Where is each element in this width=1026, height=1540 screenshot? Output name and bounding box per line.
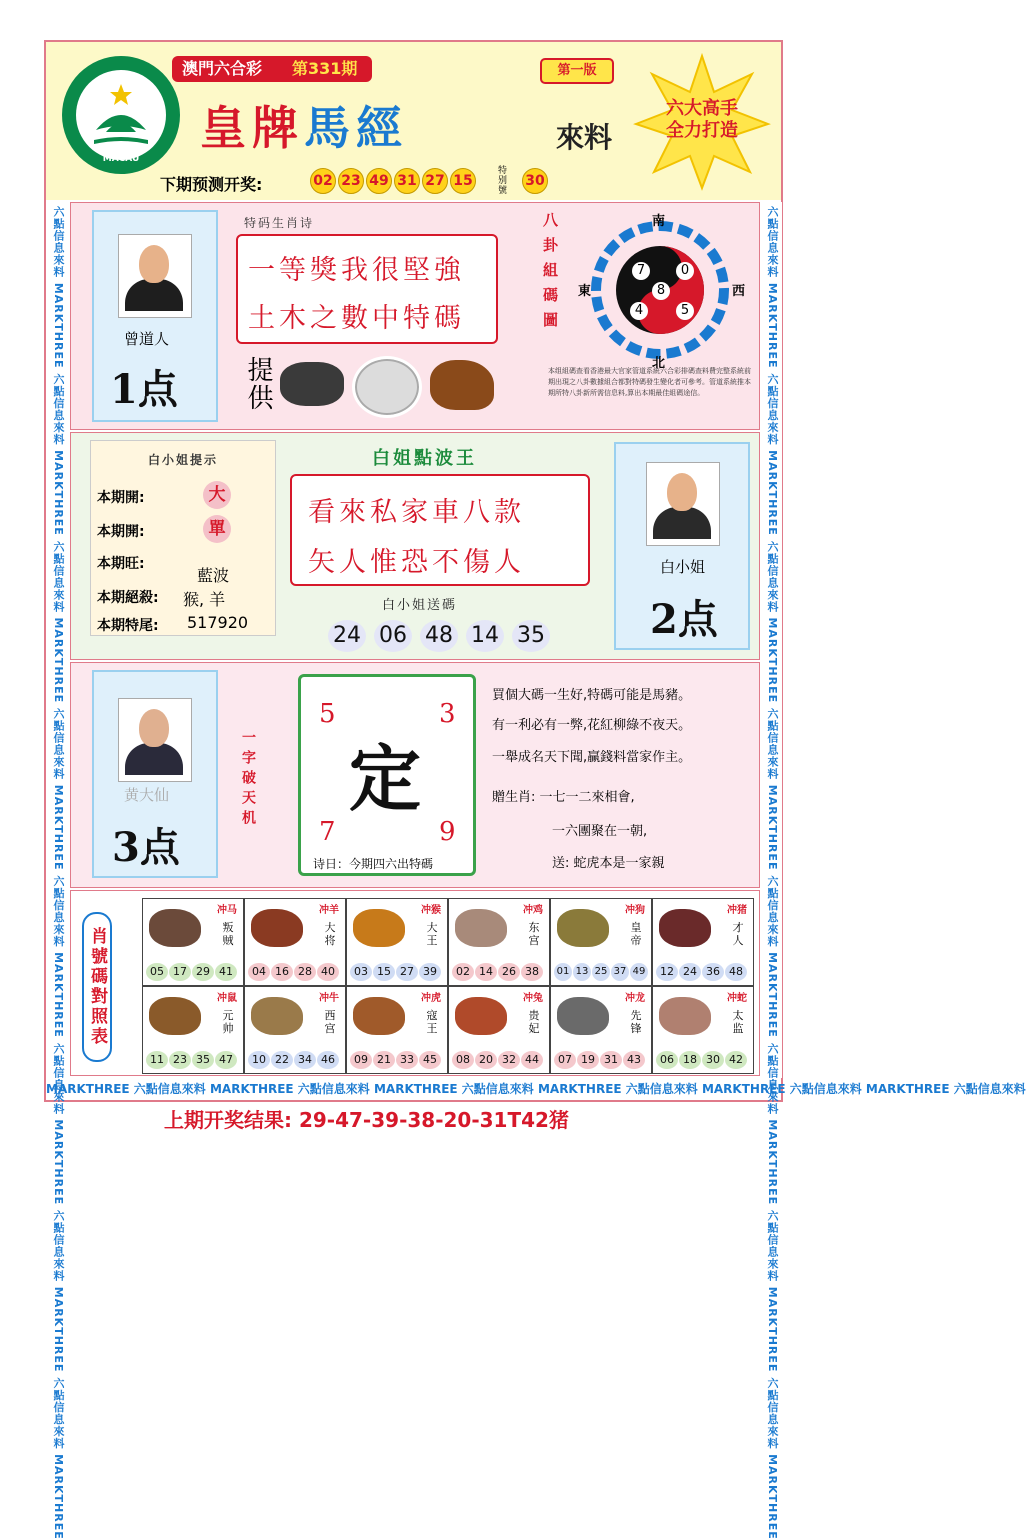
zodiac-cell <box>346 986 448 1074</box>
zodiac-number: 20 <box>475 1051 497 1069</box>
predict-ball-0: 02 <box>310 168 336 194</box>
zodiac-number: 43 <box>623 1051 645 1069</box>
tip-value-4: 517920 <box>187 613 249 632</box>
zodiac-number: 03 <box>350 963 372 981</box>
zodiac-name: 元帅 <box>222 1009 234 1035</box>
zodiac-number: 32 <box>498 1051 520 1069</box>
zodiac-number: 17 <box>169 963 191 981</box>
zodiac-name: 寇王 <box>426 1009 438 1035</box>
zodiac-number: 04 <box>248 963 270 981</box>
zodiac-animal-icon <box>557 909 609 947</box>
ding-box <box>298 674 476 876</box>
issue-tag <box>172 56 372 82</box>
macau-emblem-icon <box>62 56 180 174</box>
zodiac-animal-icon <box>659 997 711 1035</box>
zodiac-number: 07 <box>554 1051 576 1069</box>
slogan-starburst <box>632 52 772 192</box>
zodiac-cell <box>448 986 550 1074</box>
last-result <box>164 1104 569 1133</box>
portrait-frame-2 <box>614 442 750 650</box>
riddle: 诗日：今期四六出特碼 <box>313 857 434 871</box>
zodiac-cell <box>448 898 550 986</box>
portrait-frame-1 <box>92 210 218 422</box>
zodiac-number: 06 <box>656 1051 678 1069</box>
verse-3: 贈生肖: 一七一二來相會, <box>492 790 635 805</box>
corner-num-3: 9 <box>439 817 456 847</box>
zodiac-number: 13 <box>573 963 591 981</box>
tip-badge-1: 單 <box>203 515 231 543</box>
ox-icon <box>280 362 344 406</box>
zodiac-cell <box>244 898 346 986</box>
predict-ball-5: 15 <box>450 168 476 194</box>
zodiac-number: 38 <box>521 963 543 981</box>
avatar-3 <box>118 698 192 782</box>
zodiac-number: 31 <box>600 1051 622 1069</box>
zodiac-number: 02 <box>452 963 474 981</box>
panel2-poem-line2: 矢人惟恐不傷人 <box>308 547 525 578</box>
zodiac-name: 贵妃 <box>528 1009 540 1035</box>
zodiac-number: 15 <box>373 963 395 981</box>
zodiac-number: 22 <box>271 1051 293 1069</box>
corner-num-2: 7 <box>319 817 336 847</box>
zodiac-clash: 冲马 <box>217 905 237 916</box>
zodiac-clash: 冲蛇 <box>727 993 747 1004</box>
zodiac-animal-icon <box>251 909 303 947</box>
horse-icon <box>430 360 494 410</box>
verse-0: 買個大碼一生好,特碼可能是馬豬。 <box>492 688 692 703</box>
zodiac-number: 21 <box>373 1051 395 1069</box>
avatar-1 <box>118 234 192 318</box>
zodiac-name: 西宫 <box>324 1009 336 1035</box>
points-2: 2点 <box>650 596 718 643</box>
verse-5: 送: 蛇虎本是一家親 <box>552 856 665 871</box>
zodiac-number: 35 <box>192 1051 214 1069</box>
tip-label-4: 本期特尾: <box>97 618 159 634</box>
bagua-num-0: 7 <box>632 262 650 280</box>
panel1-poem-line1: 一等獎我很堅強 <box>248 255 465 286</box>
predict-ball-1: 23 <box>338 168 364 194</box>
zodiac-number: 42 <box>725 1051 747 1069</box>
person-name-3: 黄大仙 <box>124 786 170 804</box>
zodiac-number: 29 <box>192 963 214 981</box>
predict-ball-4: 27 <box>422 168 448 194</box>
zodiac-number: 24 <box>679 963 701 981</box>
zodiac-name: 太监 <box>732 1009 744 1035</box>
zodiac-name: 才人 <box>732 921 744 947</box>
person-name-2: 白小姐 <box>660 558 706 576</box>
zodiac-number: 10 <box>248 1051 270 1069</box>
result-label: 上期开奖结果: <box>164 1108 292 1132</box>
tip-label-1: 本期開: <box>97 524 145 540</box>
gift-label: 白小姐送碼 <box>382 598 458 613</box>
provide-label: 提供 <box>243 356 273 412</box>
zodiac-animal-icon <box>149 997 201 1035</box>
zodiac-animal-icon <box>353 997 405 1035</box>
person-name-1: 曾道人 <box>124 330 170 348</box>
source-label: 來料 <box>556 121 613 154</box>
edition-badge: 第一版 <box>540 58 614 84</box>
zodiac-name: 叛贼 <box>222 921 234 947</box>
tip-box <box>90 440 276 636</box>
portrait-frame-3 <box>92 670 218 878</box>
zodiac-name: 东宫 <box>528 921 540 947</box>
zodiac-number: 27 <box>396 963 418 981</box>
verse-4: 一六團聚在一朝, <box>552 824 648 839</box>
panel1-heading: 特码生肖诗 <box>244 216 315 230</box>
title-part2: 馬經 <box>304 101 408 155</box>
zodiac-title: 肖號碼對照表 <box>82 912 112 1062</box>
zodiac-number: 36 <box>702 963 724 981</box>
predict-label: 下期预测开奖: <box>160 175 263 194</box>
zodiac-number: 19 <box>577 1051 599 1069</box>
zodiac-number: 30 <box>702 1051 724 1069</box>
zodiac-clash: 冲羊 <box>319 905 339 916</box>
zodiac-number: 18 <box>679 1051 701 1069</box>
bagua-num-2: 8 <box>652 282 670 300</box>
bagua-num-4: 5 <box>676 302 694 320</box>
panel2-heading: 白姐點波王 <box>372 448 477 469</box>
bagua-dir-north: 北 <box>652 356 666 371</box>
zodiac-clash: 冲龙 <box>625 993 645 1004</box>
zodiac-number: 23 <box>169 1051 191 1069</box>
tip-title: 白小姐提示 <box>147 453 218 467</box>
zodiac-animal-icon <box>557 997 609 1035</box>
page-title <box>200 92 408 158</box>
right-strip <box>760 202 782 1540</box>
tip-label-0: 本期開: <box>97 490 145 506</box>
snake-icon <box>352 356 422 418</box>
avatar-2 <box>646 462 720 546</box>
bottom-strip: MARKTHREE 六點信息來料 MARKTHREE 六點信息來料 MARKTHREE 六點信息來料 MARKTHREE 六點信息來料 MARKTHREE 六點信息來料 MARKTHREE 六點信息來料 <box>46 1082 1026 1096</box>
bagua-note: 本组組碼查看香港最大官家管道系統六合彩排碼查料費完整系統前期出現之八卦數據組合都對特碼發生變化者可參考。管道系統推本期所特八卦新所需信息料,算出本期最佳組碼途信。 <box>548 367 751 397</box>
zodiac-cell <box>652 898 754 986</box>
zodiac-cell <box>550 986 652 1074</box>
zodiac-animal-icon <box>455 997 507 1035</box>
panel2-poem-line1: 看來私家車八款 <box>308 497 525 528</box>
corner-num-1: 3 <box>439 699 456 729</box>
zodiac-clash: 冲牛 <box>319 993 339 1004</box>
zodiac-number: 26 <box>498 963 520 981</box>
zodiac-name: 大王 <box>426 921 438 947</box>
zodiac-number: 05 <box>146 963 168 981</box>
issue-number: 第331期 <box>292 59 358 78</box>
tip-value-2: 藍波 <box>197 566 230 585</box>
tip-label-3: 本期絕殺: <box>97 590 159 606</box>
zodiac-number: 01 <box>554 963 572 981</box>
bagua-dir-south: 南 <box>652 214 666 229</box>
zodiac-number: 49 <box>630 963 648 981</box>
zodiac-number: 41 <box>215 963 237 981</box>
zodiac-name: 大将 <box>324 921 336 947</box>
special-number: 30 <box>522 168 548 194</box>
zodiac-cell <box>244 986 346 1074</box>
verse-2: 一舉成名天下聞,贏錢料當家作主。 <box>492 750 692 765</box>
zodiac-number: 46 <box>317 1051 339 1069</box>
zodiac-animal-icon <box>251 997 303 1035</box>
zodiac-cell <box>550 898 652 986</box>
verse-1: 有一利必有一弊,花紅柳綠不夜天。 <box>492 718 692 733</box>
special-label: 特别號 <box>498 166 508 196</box>
gift-ball-3: 14 <box>466 620 504 652</box>
title-part1: 皇牌 <box>200 101 304 155</box>
zodiac-name: 皇帝 <box>630 921 642 947</box>
zodiac-number: 33 <box>396 1051 418 1069</box>
zodiac-animal-icon <box>455 909 507 947</box>
bagua-title: 八卦組碼圖 <box>541 212 559 337</box>
zodiac-number: 14 <box>475 963 497 981</box>
zodiac-number: 12 <box>656 963 678 981</box>
zodiac-clash: 冲虎 <box>421 993 441 1004</box>
zodiac-cell <box>346 898 448 986</box>
emblem-text: MACAU <box>102 154 140 164</box>
zodiac-number: 09 <box>350 1051 372 1069</box>
gift-ball-0: 24 <box>328 620 366 652</box>
zodiac-number: 25 <box>592 963 610 981</box>
zodiac-number: 39 <box>419 963 441 981</box>
zodiac-clash: 冲猪 <box>727 905 747 916</box>
center-char: 定 <box>349 736 422 821</box>
zodiac-number: 28 <box>294 963 316 981</box>
slogan-line1: 六大高手 <box>666 98 738 119</box>
zodiac-name: 先锋 <box>630 1009 642 1035</box>
left-strip <box>46 202 68 1540</box>
zodiac-number: 47 <box>215 1051 237 1069</box>
zodiac-animal-icon <box>353 909 405 947</box>
tip-badge-0: 大 <box>203 481 231 509</box>
bagua-dir-east: 東 <box>578 284 592 299</box>
gift-ball-1: 06 <box>374 620 412 652</box>
corner-num-0: 5 <box>319 699 336 729</box>
right-strip-text: 六點信息來料 MARKTHREE 六點信息來料 MARKTHREE 六點信息來料 MARKTHREE 六點信息來料 MARKTHREE 六點信息來料 MARKTHREE 六點信息來料 MARKTHREE 六點信息來料 MARKTHREE 六點信息來料 MARKTHREE <box>766 206 779 1540</box>
tip-value-3: 猴, 羊 <box>183 590 226 609</box>
bagua-num-1: 0 <box>676 262 694 280</box>
result-value: 29-47-39-38-20-31T42猪 <box>298 1108 569 1132</box>
zodiac-cell <box>652 986 754 1074</box>
bagua-num-3: 4 <box>630 302 648 320</box>
left-strip-text: 六點信息來料 MARKTHREE 六點信息來料 MARKTHREE 六點信息來料 MARKTHREE 六點信息來料 MARKTHREE 六點信息來料 MARKTHREE 六點信息來料 MARKTHREE 六點信息來料 MARKTHREE 六點信息來料 MARKTHREE <box>52 206 65 1540</box>
zodiac-animal-icon <box>659 909 711 947</box>
gift-ball-4: 35 <box>512 620 550 652</box>
panel3-side-label: 一字破天机 <box>240 730 256 830</box>
zodiac-number: 37 <box>611 963 629 981</box>
zodiac-number: 44 <box>521 1051 543 1069</box>
zodiac-number: 34 <box>294 1051 316 1069</box>
zodiac-number: 11 <box>146 1051 168 1069</box>
panel1-poem-line2: 土木之數中特碼 <box>248 303 465 334</box>
zodiac-clash: 冲鸡 <box>523 905 543 916</box>
zodiac-number: 16 <box>271 963 293 981</box>
slogan-line2: 全力打造 <box>666 120 738 141</box>
issue-label: 澳門六合彩 <box>182 59 263 78</box>
zodiac-clash: 冲猴 <box>421 905 441 916</box>
zodiac-clash: 冲兔 <box>523 993 543 1004</box>
zodiac-clash: 冲狗 <box>625 905 645 916</box>
zodiac-clash: 冲鼠 <box>217 993 237 1004</box>
zodiac-number: 08 <box>452 1051 474 1069</box>
predict-ball-2: 49 <box>366 168 392 194</box>
points-1: 1点 <box>110 366 178 413</box>
zodiac-number: 48 <box>725 963 747 981</box>
predict-ball-3: 31 <box>394 168 420 194</box>
zodiac-number: 40 <box>317 963 339 981</box>
points-3: 3点 <box>112 824 180 871</box>
zodiac-number: 45 <box>419 1051 441 1069</box>
gift-ball-2: 48 <box>420 620 458 652</box>
zodiac-cell <box>142 986 244 1074</box>
zodiac-animal-icon <box>149 909 201 947</box>
zodiac-cell <box>142 898 244 986</box>
tip-label-2: 本期旺: <box>97 556 145 572</box>
bagua-dir-west: 西 <box>732 284 746 299</box>
